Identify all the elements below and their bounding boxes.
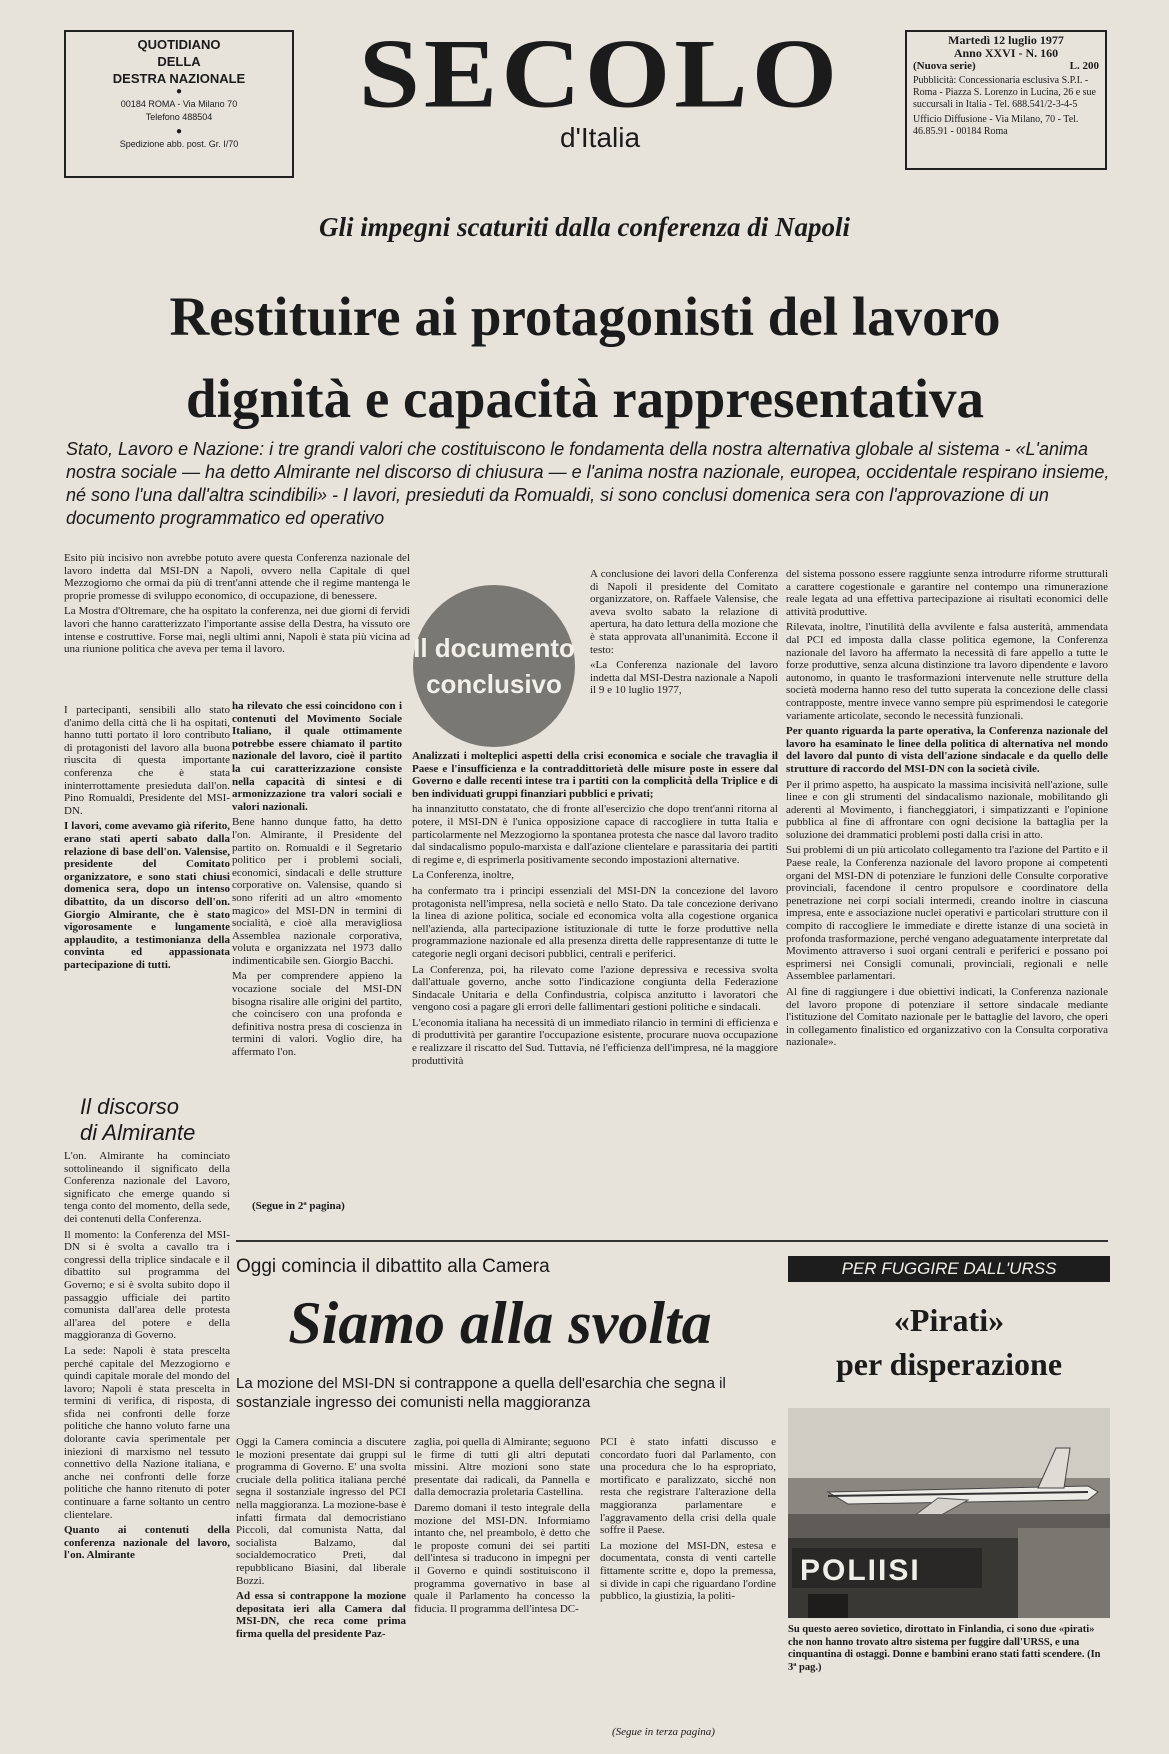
col1-paragraph: I lavori, come avevamo già riferito, erano stati aperti sabato dalla relazione di base dell'on. Valensise, presidente del Comitato organizzatore, e sono stati chiusi domenica sera, dopo un intenso dibattito, da un discorso dell'on. Giorgio Almirante, che è stato vigorosamente e lungamente applaudito, a testimonianza della convinta ed appassionata partecipazione di tutti. bbox=[64, 820, 230, 971]
left-box-line3: DESTRA NAZIONALE bbox=[112, 71, 246, 86]
col3-top bbox=[590, 568, 778, 744]
article2-deck: La mozione del MSI-DN si contrappone a quella dell'esarchia che segna il sostanziale ingresso dei comunisti nella maggioranza bbox=[236, 1375, 726, 1411]
col4-paragraph: Al fine di raggiungere i due obiettivi indicati, la Conferenza nazionale del lavoro propone di potenziare il settore sindacale mediante l'istituzione del Comitato nazionale per le battaglie del lavoro, che operi in collegamento finalistico ed organizzativo con la Consulta corporativa nazionale». bbox=[786, 986, 1108, 1049]
col2-paragraph: Ma per comprendere appieno la vocazione sociale del MSI-DN bisogna risalire alle origini del partito, che coincisero con una profonda e definitiva nostra presa di coscienza in termini di valori. Voglio dire, ha affermato l'on. bbox=[232, 970, 402, 1059]
lead-kicker: Gli impegni scaturiti dalla conferenza di Napoli bbox=[318, 212, 851, 242]
article2-paragraph: PCI è stato infatti discusso e concordato fuori dal Parlamento, con una procedura che lo ha espropriato, mortificato e paralizzato, sicché non resta che registrare l'alterazione della maggioranza parlamentare e l'aggravamento della crisi della quale soffre il Paese. bbox=[600, 1436, 776, 1537]
col3-paragraph: ha confermato tra i principi essenziali del MSI-DN la concezione del lavoro protagonista nell'impresa, nella società e nello Stato. Da tale concezione derivano la linea di azione politica, sociale ed economica volta alla cogestione organica nell'azienda, alla partecipazione istituzionale di tutte le forze produttive nella programmazione nazionale ed alla presenza diretta delle rappresentanze di tutte le categorie negli organi decisori pubblici, centrali e periferici. bbox=[412, 884, 778, 960]
col1-paragraph: I partecipanti, sensibili allo stato d'animo della città che li ha ospitati, hanno tutti portato il loro contributo di protagonisti del lavoro alla buona riuscita di questa importante conferenza che è stata ininterrottamente presieduta dall'on. Pino Romualdi, Presidente del MSI-DN. bbox=[64, 704, 230, 817]
issue-date: Martedì 12 luglio 1977 bbox=[948, 33, 1064, 47]
document-badge bbox=[413, 585, 575, 747]
issue-number: Anno XXVI - N. 160 bbox=[953, 46, 1059, 60]
article3-headline-line2: per disperazione bbox=[835, 1346, 1063, 1382]
left-box-address: 00184 ROMA - Via Milano 70 bbox=[120, 99, 238, 109]
article3-headline bbox=[788, 1298, 1110, 1386]
article3-caption: Su questo aereo sovietico, dirottato in Finlandia, ci sono due «pirati» che non hanno trovato altro sistema per fuggire dall'URSS, e una cinquantina di ostaggi. Donne e bambini erano stati fatti scendere. (In 3ª pag.) bbox=[788, 1624, 1101, 1673]
article2-paragraph: Ad essa si contrappone la mozione depositata ieri alla Camera dal MSI-DN, che reca come prima firma quella del presidente Paz- bbox=[236, 1590, 406, 1640]
col3-paragraph: La Conferenza, poi, ha rilevato come l'azione depressiva e recessiva svolta dall'attuale governo, anche sotto l'indicazione congiunta della Federazione Sindacale Unitaria e della Confindustria, colpisca anzitutto i lavoratori che vengono così a pagare gli errori delle fallimentari gestioni politiche e sindacali. bbox=[412, 963, 778, 1014]
article3-photo bbox=[788, 1408, 1110, 1618]
col3-paragraph: ha innanzitutto constatato, che di fronte all'esercizio che dopo trent'anni ritorna al potere, il MSI-DN è l'unica opposizione capace di raccogliere in tutta Italia e particolarmente nel Mezzogiorno la spontanea protesta che nasce dal lavoro tradito dal sindacalismo populo-marxista e dall'azione clientelare e parassitaria dei partiti di regime e, di esprimerla positivamente secondo impostazioni alternative. bbox=[412, 803, 778, 866]
col4-paragraph: del sistema possono essere raggiunte senza introdurre riforme strutturali a carattere cogestionale e garantire nel contempo una rimunerazione reale legata ad una effettiva partecipazione ai risultati economici delle attività produttive. bbox=[786, 568, 1108, 618]
col3-paragraph: L'economia italiana ha necessità di un immediato rilancio in termini di efficienza e di produttività per garantire l'occupazione esistente, procurare nuova occupazione e realizzare il riscatto del Sud. Tuttavia, né l'efficienza dell'impresa, né la maggiore produttività bbox=[412, 1016, 778, 1067]
masthead-left-box bbox=[64, 30, 294, 178]
lead-summary: Stato, Lavoro e Nazione: i tre grandi valori che costituiscono le fondamenta della nostra alternativa globale al sistema - «L'anima nostra sociale — ha detto Almirante nel discorso di chiusura — e l'anima nostra nazionale, europea, occidentale respirano insieme, né sono l'una dall'altra scindibili» - I lavori, presieduti da Romualdi, si sono conclusi domenica sera con l'approvazione di un documento programmatico ed operativo bbox=[66, 439, 1110, 528]
bullet-icon: ● bbox=[175, 86, 183, 97]
masthead-title: SECOLO bbox=[358, 18, 842, 128]
col2-text bbox=[232, 700, 402, 1196]
left-box-line1: QUOTIDIANO bbox=[137, 37, 221, 52]
series-price-row bbox=[913, 60, 1099, 72]
col2-continues: (Segue in 2ª pagina) bbox=[252, 1200, 345, 1212]
col1-paragraph: Esito più incisivo non avrebbe potuto avere questa Conferenza nazionale del lavoro indetta dal MSI-DN a Napoli, ovvero nella Capitale di quel Mezzogiorno che ormai da più di trent'anni attende che il regime mantenga le proprie promesse di sviluppo economico, di occupazione, di benessere. bbox=[64, 552, 410, 602]
col4-paragraph: Per quanto riguarda la parte operativa, la Conferenza nazionale del lavoro ha esaminato le linee della politica di alternativa nel mondo del lavoro dal punto di vista dell'azione sindacale e da quello delle strutture di raccordo del MSI-DN con la società civile. bbox=[786, 725, 1108, 775]
lead-headline bbox=[60, 276, 1110, 440]
article3-banner: PER FUGGIRE DALL'URSS bbox=[788, 1256, 1110, 1282]
col1-subhead bbox=[80, 1094, 230, 1146]
col1-paragraph: Il momento: la Conferenza del MSI-DN si è svolta a cavallo tra i congressi della triplice sindacale e il dibattito sul programma del Governo; e si è svolta subito dopo il passaggio ufficiale dei partito comunista dall'area delle protesta all'area del potere e della maggioranza di Governo. bbox=[64, 1228, 230, 1342]
col1-paragraph: La Mostra d'Oltremare, che ha ospitato la conferenza, nei due giorni di fervidi lavori che hanno caratterizzato l'importante assise della Destra, ha vissuto ore intense e costruttive. Forse mai, negli ultimi anni, Napoli è stata più vicina ad una riunione politica che aveva per tema il lavoro. bbox=[64, 605, 410, 656]
left-box-line2: DELLA bbox=[157, 54, 201, 69]
section-divider bbox=[236, 1240, 1108, 1242]
distribution-office: Ufficio Diffusione - Via Milano, 70 - Tel. 46.85.91 - 00184 Roma bbox=[913, 114, 1079, 137]
article2-col3 bbox=[600, 1436, 776, 1722]
col1-middle bbox=[64, 704, 230, 1084]
article2-paragraph: Daremo domani il testo integrale della mozione del MSI-DN. Informiamo intanto che, nel preambolo, è detto che le proposte comuni dei sei partiti dell'intesa si traducono in impegni per il Governo e quindi sostituiscono il programma governativo in base al quale il Parlamento ha concesso la fiducia. Il programma dell'intesa DC- bbox=[414, 1501, 590, 1615]
col1-paragraph: Quanto ai contenuti della conferenza nazionale del lavoro, l'on. Almirante bbox=[64, 1524, 230, 1562]
article2-col2 bbox=[414, 1436, 590, 1752]
article2-paragraph: Oggi la Camera comincia a discutere le mozioni presentate dai gruppi sul programma di Governo. E' una svolta cruciale della politica italiana perché segna il sostanziale ingresso del PCI nella maggioranza. La mozione-base è infatti firmata dal democristiano Piccoli, dal comunista Natta, dal socialista Balzamo, dal socialdemocratico Preti, dal repubblicano Biasini, dal liberale Bozzi. bbox=[236, 1436, 406, 1587]
left-box-phone: Telefono 488504 bbox=[145, 112, 213, 122]
article2-headline: Siamo alla svolta bbox=[288, 1290, 712, 1356]
article2-paragraph: zaglia, poi quella di Almirante; seguono le firme di tutti gli altri deputati missini. Altre mozioni sono state presentate dai radicali, da Pannella e dalla democrazia proletaria Castellina. bbox=[414, 1436, 590, 1499]
article2-paragraph: La mozione del MSI-DN, estesa e documentata, consta di venti cartelle fittamente scritte e, dopo la premessa, si divide in capi che riguardano l'ordine pubblico, la giustizia, la politi- bbox=[600, 1539, 776, 1603]
col1-paragraph: La sede: Napoli è stata prescelta perché capitale del Mezzogiorno e quindi capitale morale del mondo del lavoro; Napoli è stata prescelta in termini di verifica, di risposta, di sfida nei confronti delle forze politiche che hanno voluto farne una dolorante cavia sperimentale per iniezioni di marxismo nel tessuto connettivo della Nazione italiana, e anche nei confronti delle forze politiche che hanno ritenuto di poter continuare a farne soltanto un centro clientelare. bbox=[64, 1344, 230, 1521]
subhead-line1: Il discorso bbox=[80, 1094, 180, 1119]
col1-paragraph: L'on. Almirante ha cominciato sottolineando il significato della Conferenza nazionale del Lavoro, significato che emerge quando si tenga conto del momento, della sede, dei contenuti della Conferenza. bbox=[64, 1150, 230, 1225]
article2-continues: (Segue in terza pagina) bbox=[612, 1726, 715, 1738]
col3-bottom bbox=[412, 750, 778, 1238]
masthead-right-box bbox=[905, 30, 1107, 170]
col4-paragraph: Per il primo aspetto, ha auspicato la massima incisività nell'azione, sulle linee e con gli strumenti del sindacalismo nazionale, mobilitando gli aderenti al Movimento, i fiancheggiatori, i simpatizzanti e l'opinione pubblica al fine di affrontare con ogni decisione la battaglia per la soluzione dei drammatici problemi posti dalla crisi in atto. bbox=[786, 778, 1108, 841]
issue-series: (Nuova serie) bbox=[913, 60, 976, 72]
photo-sign: POLIISI bbox=[800, 1554, 921, 1587]
lead-headline-line2: dignità e capacità rappresentativa bbox=[186, 368, 984, 429]
col4-text bbox=[786, 568, 1108, 1220]
issue-price: L. 200 bbox=[1069, 60, 1099, 72]
article2-col1 bbox=[236, 1436, 406, 1752]
masthead-subtitle: d'Italia bbox=[559, 122, 641, 153]
col3-paragraph: Analizzati i molteplici aspetti della crisi economica e sociale che travaglia il Paese e l'insufficienza e la contraddittorietà delle misure poste in essere dal Governo e dalle recenti intese tra i partiti con la complicità della Triplice e di ben individuati gruppi finanziari pubblici e privati; bbox=[412, 750, 778, 800]
col4-paragraph: Sui problemi di un più articolato collegamento tra l'azione del Partito e il Paese reale, la Conferenza nazionale del lavoro propone ai competenti organi del MSI-DN di potenziare le funzioni delle Consulte corporative provinciali, facendone il centro propulsore e coordinatore della penetrazione nei corpi sociali intermedi, creando inoltre in ciascuna impresa, ente e associazione nuclei operativi e particolari strutture con il compito di raccogliere le immediate e dirette istanze di una società in profonda trasformazione, perché vengano adeguatamente interpretate dal Movimento attraverso i suoi organi centrali e periferici e possano poi esprimersi nei Consigli comunali, provinciali, regionali e nelle Assemblee parlamentari. bbox=[786, 844, 1108, 983]
bullet-icon: ● bbox=[175, 126, 183, 137]
lead-headline-line1: Restituire ai protagonisti del lavoro bbox=[169, 286, 1001, 347]
subhead-line2: di Almirante bbox=[80, 1120, 196, 1145]
col3-paragraph: «La Conferenza nazionale del lavoro indetta dal MSI-Destra nazionale a Napoli il 9 e 10 luglio 1977, bbox=[590, 659, 778, 697]
col4-paragraph: Rilevata, inoltre, l'inutilità della avvilente e falsa austerità, ammendata dal PCI ed imposta dalla classe politica egemone, la Conferenza nazionale del lavoro ha affermato la necessità di fare appello a tutte le forze produttive, senza alcuna distinzione tra lavoro dipendente e lavoro autonomo, in quanto le trasformazioni intervenute nelle strutture della società moderna hanno reso del tutto superata la concezione delle classi contrapposte, mentre invece vanno sempre più esprimendosi le categorie variamente articolate, secondo le necessità funzionali. bbox=[786, 621, 1108, 722]
col3-paragraph: La Conferenza, inoltre, bbox=[412, 869, 515, 882]
col2-paragraph: ha rilevato che essi coincidono con i contenuti del Movimento Sociale Italiano, il quale ottimamente potrebbe essere chiamato il partito nazionale del lavoro, cioè il partito la cui caratterizzazione consiste nella capacità di sintesi e di armonizzazione tra valori sociali e valori nazionali. bbox=[232, 700, 402, 813]
col2-paragraph: Bene hanno dunque fatto, ha detto l'on. Almirante, il Presidente del partito on. Romualdi e il Segretario politico per i problemi sociali, economici, sindacali e delle strutture corporative on. Valensise, quando si sono riferiti ad un altro «momento magico» del MSI-DN in termini di socialità, e cioè alla meravigliosa Assemblea nazionale corporativa, voluta e organizzata nel 1973 dallo indimenticabile sen. Giorgio Bacchi. bbox=[232, 816, 402, 967]
col3-paragraph: A conclusione dei lavori della Conferenza di Napoli il presidente del Comitato organizzatore, on. Raffaele Valensise, che aveva svolto sabato la relazione di apertura, ha dato lettura della mozione che è stata approvata all'unanimità. Eccone il testo: bbox=[590, 568, 778, 656]
badge-line2: conclusivo bbox=[426, 669, 562, 699]
col1-bottom bbox=[64, 1150, 230, 1740]
masthead bbox=[330, 18, 870, 154]
col1-top bbox=[64, 552, 410, 704]
advertising-info: Pubblicità: Concessionaria esclusiva S.P.I. - Roma - Piazza S. Lorenzo in Lucina, 26 e sue succursali in Italia - Tel. 688.541/2-3-4-5 bbox=[913, 75, 1096, 110]
badge-line1: Il documento bbox=[413, 633, 575, 663]
article2-kicker: Oggi comincia il dibattito alla Camera bbox=[236, 1256, 550, 1277]
article3-headline-line1: «Pirati» bbox=[893, 1302, 1005, 1338]
left-box-postal: Spedizione abb. post. Gr. I/70 bbox=[119, 139, 239, 149]
